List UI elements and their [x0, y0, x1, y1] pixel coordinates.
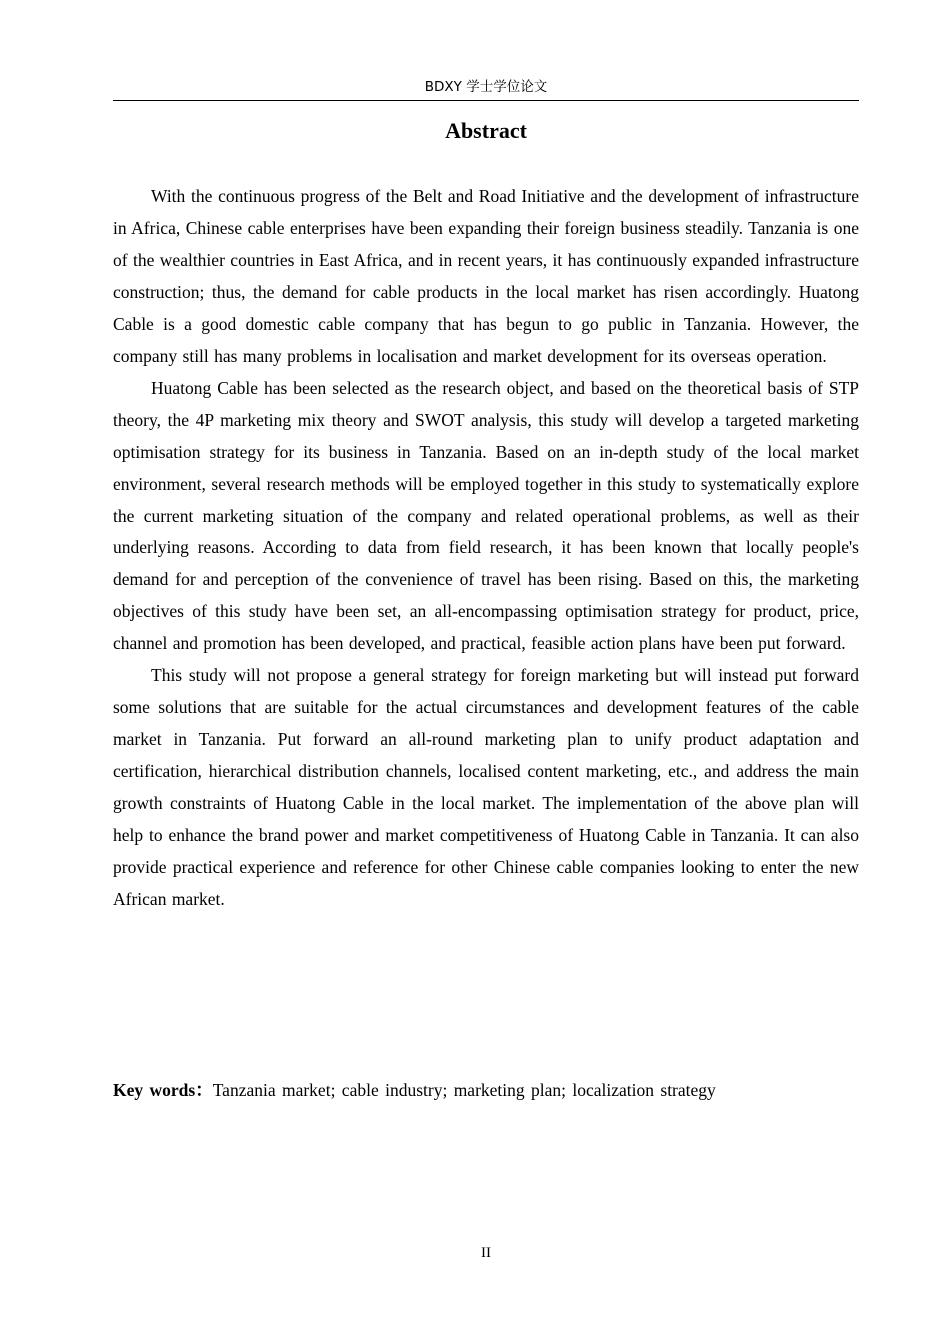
- header-rule: [113, 100, 859, 101]
- abstract-body: [113, 181, 859, 916]
- abstract-title: Abstract: [445, 118, 527, 143]
- abstract-paragraph-1: With the continuous progress of the Belt and Road Initiative and the development of infrastructure in Africa, Chinese cable enterprises have been expanding their foreign business steadily. Tanzania is one of the wealthier countries in East Africa, and in recent years, it has continuously expanded infrastructure construction; thus, the demand for cable products in the local market has risen accordingly. Huatong Cable is a good domestic cable company that has begun to go public in Tanzania. However, the company still has many problems in localisation and market development for its overseas operation.: [113, 186, 859, 366]
- keywords-text: Tanzania market; cable industry; marketing plan; localization strategy: [212, 1080, 716, 1100]
- page-number: II: [481, 1245, 491, 1261]
- running-header: BDXY 学士学位论文: [424, 79, 548, 95]
- keywords-label: Key words：: [113, 1080, 213, 1100]
- keywords-line: [113, 1075, 859, 1105]
- abstract-paragraph-3: This study will not propose a general strategy for foreign marketing but will instead put forward some solutions that are suitable for the actual circumstances and development features of the cable market in Tanzania. Put forward an all-round marketing plan to unify product adaptation and certification, hierarchical distribution channels, localised content marketing, etc., and address the main growth constraints of Huatong Cable in the local market. The implementation of the above plan will help to enhance the brand power and market competitiveness of Huatong Cable in Tanzania. It can also provide practical experience and reference for other Chinese cable companies looking to enter the new African market.: [113, 665, 859, 909]
- abstract-paragraph-2: Huatong Cable has been selected as the research object, and based on the theoretical basis of STP theory, the 4P marketing mix theory and SWOT analysis, this study will develop a targeted marketing optimisation strategy for its business in Tanzania. Based on an in-depth study of the local market environment, several research methods will be employed together in this study to systematically explore the current marketing situation of the company and related operational problems, as well as their underlying reasons. According to data from field research, it has been known that locally people's demand for and perception of the convenience of travel has been rising. Based on this, the marketing objectives of this study have been set, an all-encompassing optimisation strategy for product, price, channel and promotion has been developed, and practical, feasible action plans have been put forward.: [113, 377, 859, 654]
